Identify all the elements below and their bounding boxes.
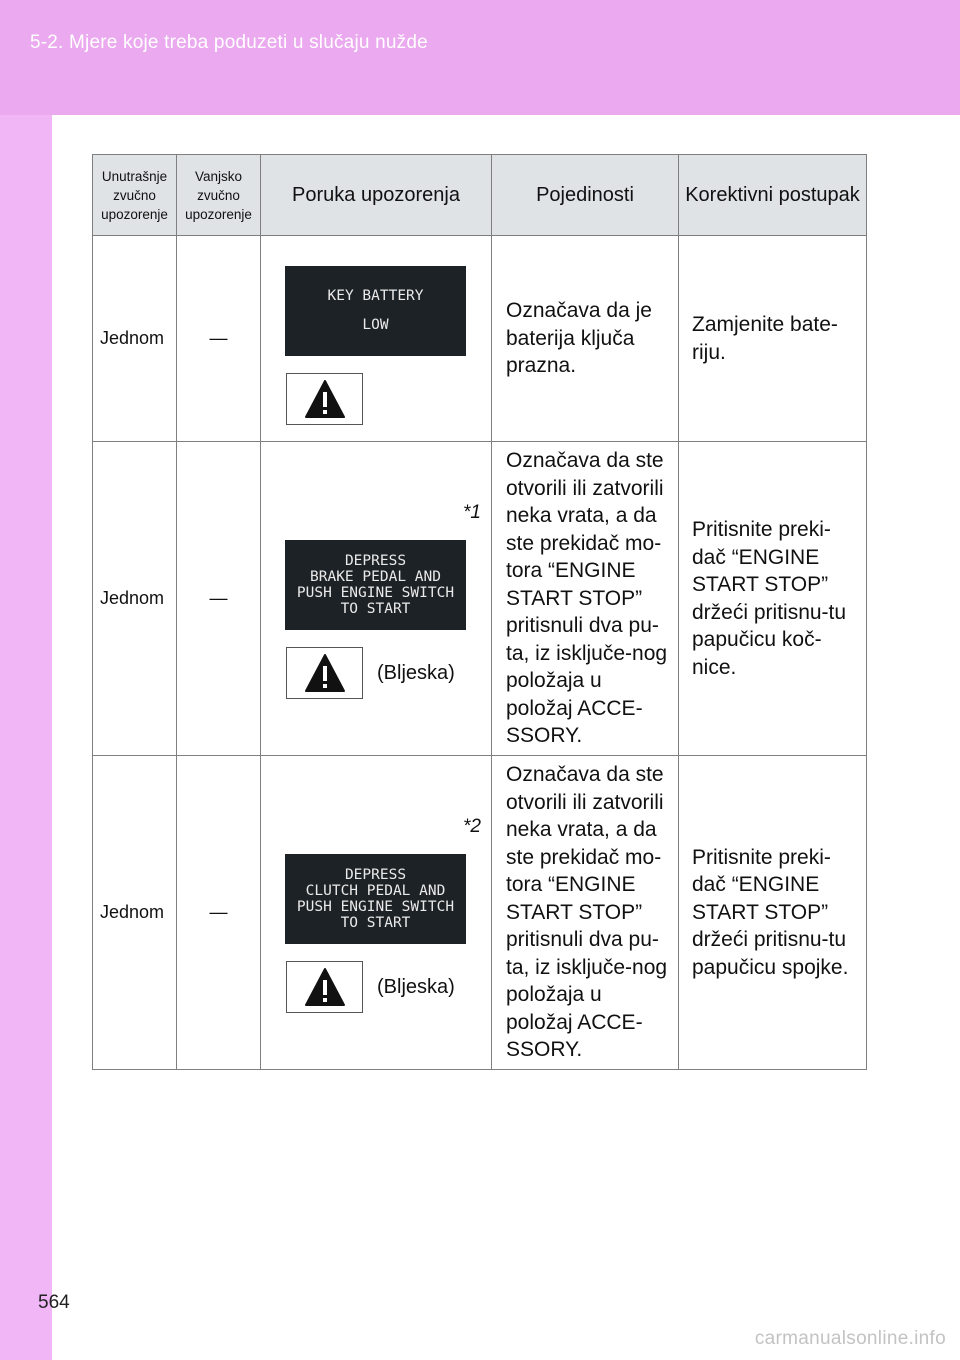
- header-corrective-action: Korektivni postupak: [679, 155, 867, 236]
- warning-table: [92, 154, 867, 1070]
- corrective-action-cell: Pritisnite preki-dač “ENGINE START STOP” držeći pritisnu-tu papučicu koč-nice.: [679, 442, 867, 756]
- table-row: [93, 756, 867, 1070]
- flash-label: (Bljeska): [377, 662, 455, 684]
- table-row: [93, 442, 867, 756]
- footnote-marker: *2: [463, 816, 481, 837]
- display-line: CLUTCH PEDAL AND: [305, 883, 446, 899]
- display-line: PUSH ENGINE SWITCH: [296, 585, 455, 601]
- table-row: [93, 236, 867, 442]
- display-line: BRAKE PEDAL AND: [310, 569, 441, 585]
- warning-triangle-icon: [286, 373, 363, 425]
- warning-triangle-icon: [286, 961, 363, 1013]
- interior-sound-cell: Jednom: [93, 442, 177, 756]
- display-screen: [285, 854, 466, 944]
- display-screen: [285, 540, 466, 630]
- exterior-sound-cell: —: [177, 442, 261, 756]
- display-line: DEPRESS: [344, 553, 407, 569]
- corrective-action-cell: Pritisnite preki-dač “ENGINE START STOP” držeći pritisnu-tu papučicu spojke.: [679, 756, 867, 1070]
- warning-message-cell: [261, 756, 492, 1070]
- display-line: PUSH ENGINE SWITCH: [296, 899, 455, 915]
- table-header-row: [93, 155, 867, 236]
- header-warning-message: Poruka upozorenja: [261, 155, 492, 236]
- exterior-sound-cell: —: [177, 756, 261, 1070]
- page-number: 564: [38, 1292, 70, 1313]
- display-line: TO START: [340, 601, 411, 617]
- interior-sound-cell: Jednom: [93, 236, 177, 442]
- header-band: [0, 0, 960, 115]
- side-strip: [0, 115, 52, 1360]
- details-cell: Označava da ste otvorili ili zatvorili neka vrata, a da ste prekidač mo-tora “ENGINE START STOP” pritisnuli dva pu-ta, iz isključe-nog položaja u položaj ACCE-SSORY.: [492, 442, 679, 756]
- warning-message-cell: [261, 442, 492, 756]
- display-screen: [285, 266, 466, 356]
- section-title: 5-2. Mjere koje treba poduzeti u slučaju nužde: [30, 32, 428, 53]
- flash-label: (Bljeska): [377, 976, 455, 998]
- header-details: Pojedinosti: [492, 155, 679, 236]
- details-cell: Označava da ste otvorili ili zatvorili neka vrata, a da ste prekidač mo-tora “ENGINE START STOP” pritisnuli dva pu-ta, iz isključe-nog položaja u položaj ACCE-SSORY.: [492, 756, 679, 1070]
- exterior-sound-cell: —: [177, 236, 261, 442]
- warning-message-cell: [261, 236, 492, 442]
- display-line: KEY BATTERY: [327, 288, 424, 304]
- warning-triangle-icon: [286, 647, 363, 699]
- display-line: DEPRESS: [344, 867, 407, 883]
- header-exterior-sound: Vanjsko zvučno upozorenje: [177, 155, 261, 236]
- header-interior-sound: Unutrašnje zvučno upozorenje: [93, 155, 177, 236]
- interior-sound-cell: Jednom: [93, 756, 177, 1070]
- display-line: LOW: [362, 317, 389, 333]
- corrective-action-cell: Zamjenite bate-riju.: [679, 236, 867, 442]
- footnote-marker: *1: [463, 502, 481, 523]
- display-line: TO START: [340, 915, 411, 931]
- watermark: carmanualsonline.info: [754, 1328, 946, 1349]
- details-cell: Označava da je baterija ključa prazna.: [492, 236, 679, 442]
